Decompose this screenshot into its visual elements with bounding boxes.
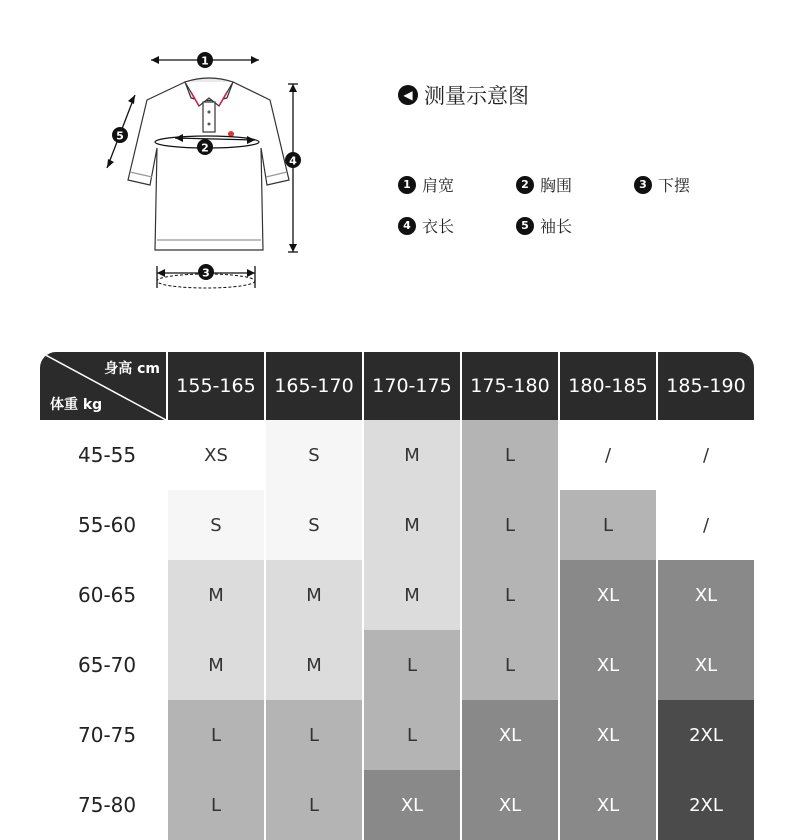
weight-row-header: 60-65 (40, 560, 166, 630)
height-header: 180-185 (558, 352, 656, 420)
size-cell: XL (558, 560, 656, 630)
size-cell: L (460, 630, 558, 700)
badge-5-label: 5 (116, 129, 124, 143)
size-cell: / (656, 420, 754, 490)
size-cell: M (362, 420, 460, 490)
height-header: 175-180 (460, 352, 558, 420)
size-cell: M (362, 560, 460, 630)
height-header: 155-165 (166, 352, 264, 420)
size-cell: S (264, 490, 362, 560)
size-cell: XL (656, 560, 754, 630)
legend-item-length (398, 214, 516, 237)
badge-3-label: 3 (202, 266, 210, 280)
table-row (40, 420, 754, 490)
size-cell: XL (460, 700, 558, 770)
legend-title-text: 测量示意图 (424, 84, 529, 108)
size-cell: S (166, 490, 264, 560)
size-chart-table (40, 352, 754, 840)
legend-item-hem (634, 173, 752, 196)
size-cell: XL (362, 770, 460, 840)
size-cell: L (362, 630, 460, 700)
size-cell: L (264, 700, 362, 770)
weight-axis-label: 体重 kg (50, 397, 103, 413)
chevron-left-icon: ◀ (398, 85, 418, 105)
size-cell: L (460, 490, 558, 560)
legend-row-1 (398, 173, 752, 196)
size-cell: M (264, 560, 362, 630)
legend-item-chest (516, 173, 634, 196)
size-cell: XS (166, 420, 264, 490)
table-row (40, 700, 754, 770)
polo-shirt-measurement-diagram (95, 40, 325, 300)
table-row (40, 770, 754, 840)
legend-label: 衣长 (422, 217, 455, 236)
size-cell: M (362, 490, 460, 560)
size-cell: L (166, 700, 264, 770)
size-cell: XL (558, 770, 656, 840)
weight-row-header: 45-55 (40, 420, 166, 490)
height-header: 185-190 (656, 352, 754, 420)
badge-2-icon: 2 (516, 176, 534, 194)
legend-item-sleeve (516, 214, 634, 237)
legend-row-2 (398, 214, 634, 237)
table-row (40, 630, 754, 700)
table-header-row (40, 352, 754, 420)
corner-header (40, 352, 166, 420)
size-cell: M (166, 630, 264, 700)
badge-4-icon: 4 (398, 217, 416, 235)
size-cell: XL (558, 700, 656, 770)
height-header: 170-175 (362, 352, 460, 420)
size-cell: L (166, 770, 264, 840)
size-cell: L (460, 420, 558, 490)
size-cell: XL (460, 770, 558, 840)
legend-title (398, 80, 529, 110)
legend-label: 胸围 (540, 176, 573, 195)
weight-row-header: 70-75 (40, 700, 166, 770)
size-cell: XL (558, 630, 656, 700)
shirt-outline (128, 78, 289, 250)
legend-label: 下摆 (658, 176, 691, 195)
height-axis-label: 身高 cm (104, 361, 160, 377)
size-cell: L (264, 770, 362, 840)
badge-5-icon: 5 (516, 217, 534, 235)
size-cell: L (558, 490, 656, 560)
size-cell: M (166, 560, 264, 630)
legend-label: 肩宽 (422, 176, 455, 195)
height-header: 165-170 (264, 352, 362, 420)
weight-row-header: 65-70 (40, 630, 166, 700)
badge-2-label: 2 (201, 141, 209, 155)
badge-4-label: 4 (289, 154, 297, 168)
size-cell: 2XL (656, 700, 754, 770)
size-cell: / (558, 420, 656, 490)
size-cell: L (362, 700, 460, 770)
weight-row-header: 55-60 (40, 490, 166, 560)
size-cell: XL (656, 630, 754, 700)
size-cell: M (264, 630, 362, 700)
table-row (40, 490, 754, 560)
size-cell: S (264, 420, 362, 490)
legend-label: 袖长 (540, 217, 573, 236)
legend-item-shoulder (398, 173, 516, 196)
size-cell: L (460, 560, 558, 630)
badge-3-icon: 3 (634, 176, 652, 194)
size-cell: / (656, 490, 754, 560)
weight-row-header: 75-80 (40, 770, 166, 840)
badge-1-icon: 1 (398, 176, 416, 194)
size-cell: 2XL (656, 770, 754, 840)
table-row (40, 560, 754, 630)
badge-1-label: 1 (201, 54, 209, 68)
